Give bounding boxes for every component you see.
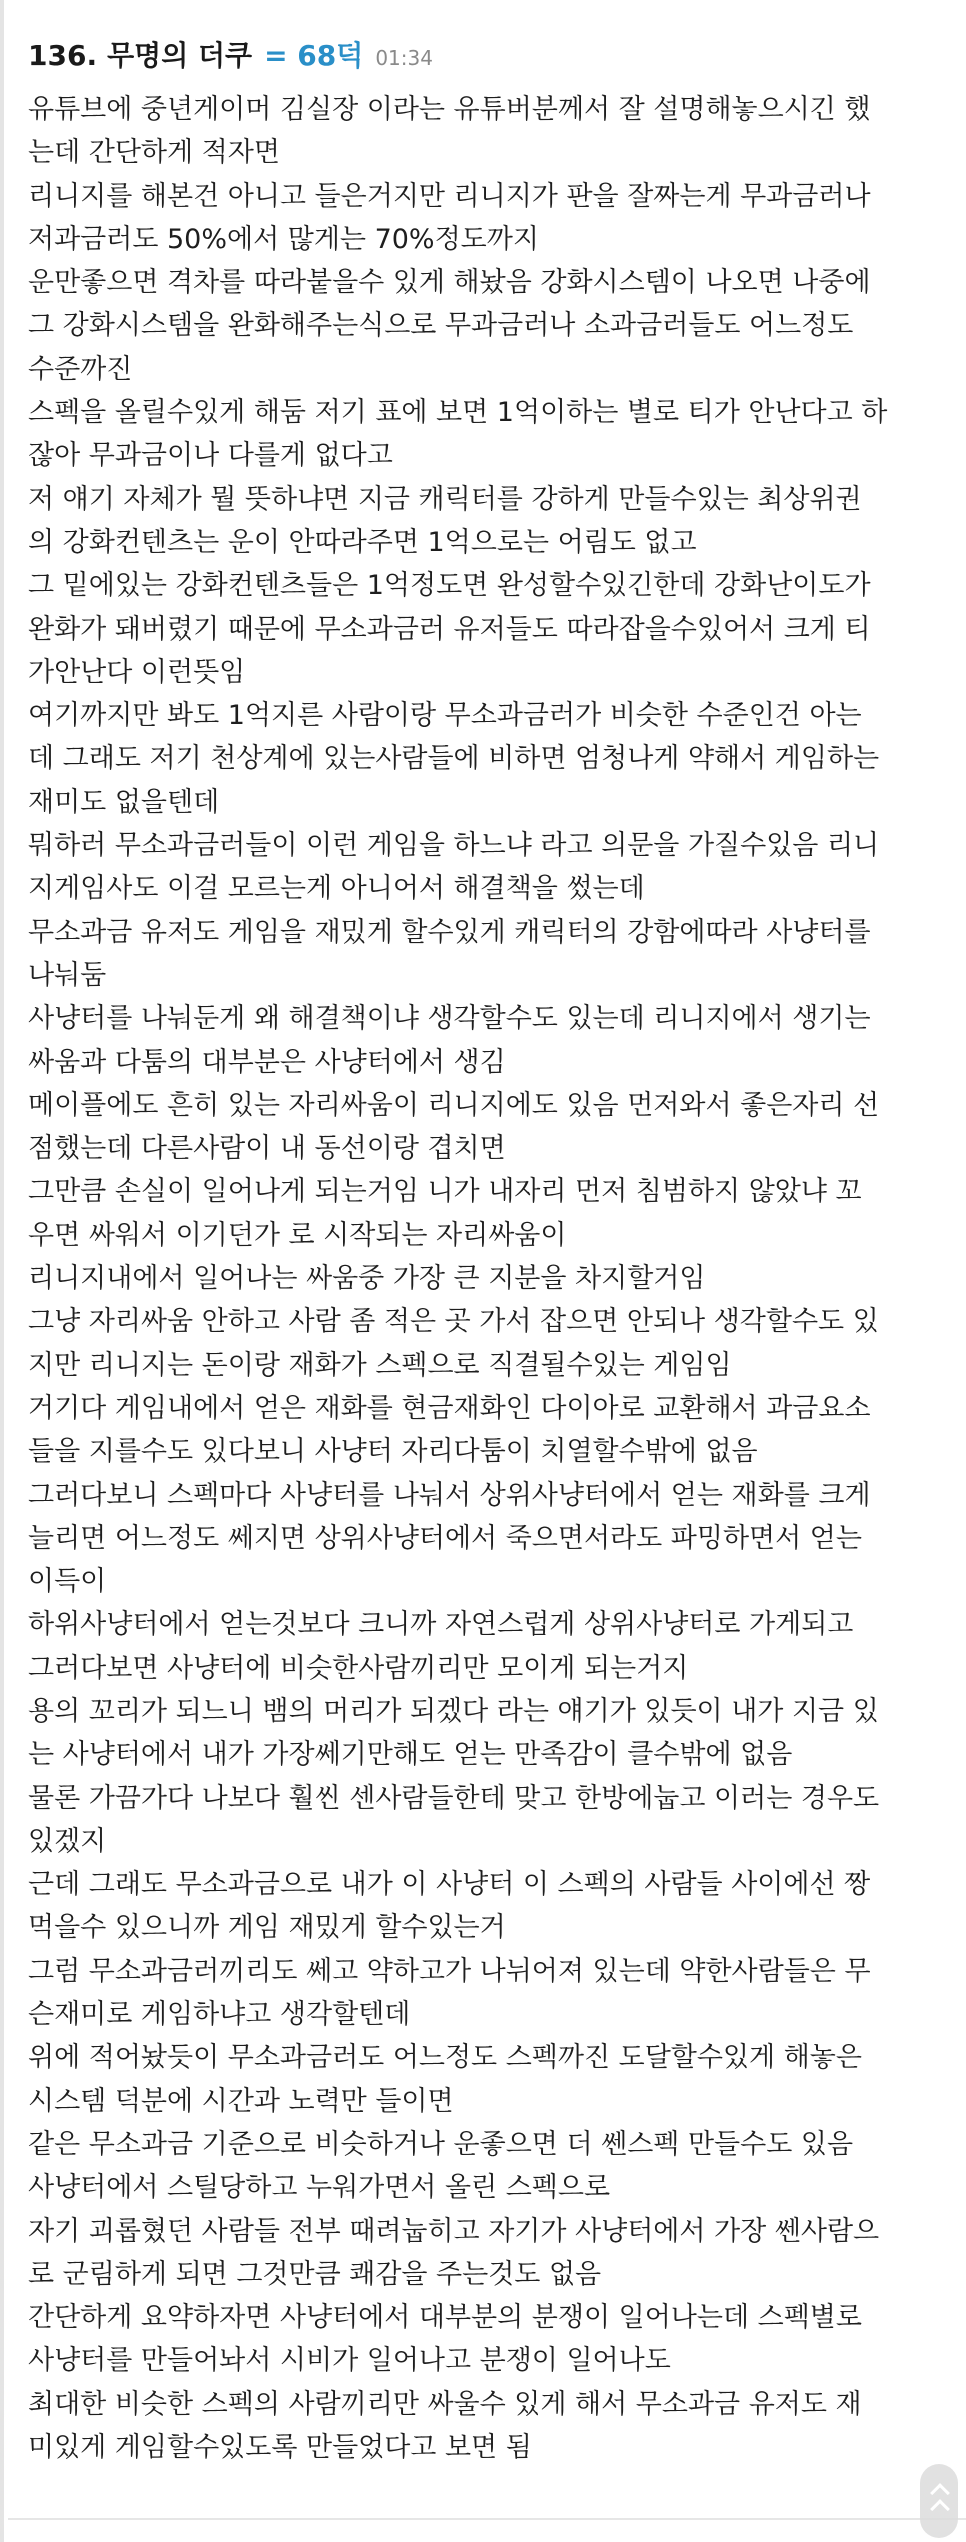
comment-text-line: 수준까진: [28, 353, 133, 385]
comment-text-line: 그만큼 손실이 일어나게 되는거임 니가 내자리 먼저 침범하지 않았냐 꼬: [28, 1176, 862, 1208]
comment-text-line: 저 얘기 자체가 뭘 뜻하냐면 지금 캐릭터를 강하게 만들수있는 최상위권: [28, 483, 862, 515]
comment-author[interactable]: 무명의 더쿠: [107, 39, 253, 72]
comment-text-line: 그럼 무소과금러끼리도 쎄고 약하고가 나뉘어져 있는데 약한사람들은 무: [28, 1955, 871, 1987]
comment-text-line: 근데 그래도 무소과금으로 내가 이 사냥터 이 스펙의 사람들 사이에선 짱: [28, 1869, 871, 1901]
comment-text-line: 재미도 없을텐데: [28, 786, 220, 818]
comment-text-line: 그러다보면 사냥터에 비슷한사람끼리만 모이게 되는거지: [28, 1652, 689, 1684]
comment-text-line: 로 군림하게 되면 그것만큼 쾌감을 주는것도 없음: [28, 2258, 602, 2290]
comment-text-line: 먹을수 있으니까 게임 재밌게 할수있는거: [28, 1912, 506, 1944]
comment-body: [28, 88, 956, 2469]
comment-text-line: 운만좋으면 격차를 따라붙을수 있게 해놨음 강화시스템이 나오면 나중에: [28, 267, 871, 299]
comment-text-line: 거기다 게임내에서 얻은 재화를 현금재화인 다이아로 교환해서 과금요소: [28, 1392, 871, 1424]
comment-text-line: 그 강화시스템을 완화해주는식으로 무과금러나 소과금러들도 어느정도: [28, 310, 854, 342]
comment-text-line: 그러다보니 스펙마다 사냥터를 나눠서 상위사냥터에서 얻는 재화를 크게: [28, 1479, 871, 1511]
comment-text-line: 우면 싸워서 이기던가 로 시작되는 자리싸움이: [28, 1219, 567, 1251]
divider: [8, 2518, 966, 2520]
comment-score: = 68덕: [264, 39, 364, 72]
comment-text-line: 잖아 무과금이나 다를게 없다고: [28, 440, 393, 472]
comment-text-line: 시스템 덕분에 시간과 노력만 들이면: [28, 2085, 454, 2117]
scroll-to-top-button[interactable]: [920, 2464, 958, 2538]
comment-text-line: 사냥터를 나눠둔게 왜 해결책이냐 생각할수도 있는데 리니지에서 생기는: [28, 1003, 871, 1035]
comment-text-line: 스펙을 올릴수있게 해둠 저기 표에 보면 1억이하는 별로 티가 안난다고 하: [28, 397, 888, 429]
comment-text-line: 유튜브에 중년게이머 김실장 이라는 유튜버분께서 잘 설명해놓으시긴 했: [28, 94, 871, 125]
comment-text-line: 물론 가끔가다 나보다 훨씬 센사람들한테 맞고 한방에눕고 이러는 경우도: [28, 1782, 880, 1814]
comment-text-line: 슨재미로 게임하냐고 생각할텐데: [28, 1999, 411, 2031]
comment-text-line: 있겠지: [28, 1825, 107, 1857]
comment-text-line: 위에 적어놨듯이 무소과금러도 어느정도 스펙까진 도달할수있게 해놓은: [28, 2042, 862, 2074]
comment-text-line: 저과금러도 50%에서 많게는 70%정도까지: [28, 223, 539, 255]
comment-text-line: 는데 간단하게 적자면: [28, 137, 280, 169]
comment-text-line: 최대한 비슷한 스펙의 사람끼리만 싸울수 있게 해서 무소과금 유저도 재: [28, 2388, 862, 2420]
comment-text-line: 여기까지만 봐도 1억지른 사람이랑 무소과금러가 비슷한 수준인건 아는: [28, 700, 862, 732]
comment-text-line: 같은 무소과금 기준으로 비슷하거나 운좋으면 더 쎈스펙 만들수도 있음: [28, 2128, 854, 2160]
comment-text-line: 그냥 자리싸움 안하고 사람 좀 적은 곳 가서 잡으면 안되나 생각할수도 있: [28, 1306, 879, 1338]
chevron-up-icon: [930, 2499, 950, 2519]
comment-text-line: 미있게 게임할수있도록 만들었다고 보면 됨: [28, 2432, 532, 2464]
comment-text-line: 리니지내에서 일어나는 싸움중 가장 큰 지분을 차지할거임: [28, 1263, 706, 1295]
comment-text-line: 이득이: [28, 1566, 107, 1598]
comment-text-line: 하위사냥터에서 얻는것보다 크니까 자연스럽게 상위사냥터로 가게되고: [28, 1609, 854, 1641]
comment-text-line: 는 사냥터에서 내가 가장쎄기만해도 얻는 만족감이 클수밖에 없음: [28, 1739, 793, 1771]
comment-text-line: 뭐하러 무소과금러들이 이런 게임을 하느냐 라고 의문을 가질수있음 리니: [28, 830, 880, 862]
comment-text-line: 용의 꼬리가 되느니 뱀의 머리가 되겠다 라는 얘기가 있듯이 내가 지금 있: [28, 1695, 879, 1727]
comment-text-line: 사냥터를 만들어놔서 시비가 일어나고 분쟁이 일어나도: [28, 2345, 671, 2377]
comment-text-line: 점했는데 다른사람이 내 동선이랑 겹치면: [28, 1133, 506, 1165]
comment-timestamp: 01:34: [375, 46, 433, 70]
comment-text-line: 들을 지를수도 있다보니 사냥터 자리다툼이 치열할수밖에 없음: [28, 1436, 758, 1468]
comment-text-line: 싸움과 다툼의 대부분은 사냥터에서 생김: [28, 1046, 506, 1078]
comment-text-line: 지게임사도 이걸 모르는게 아니어서 해결책을 썼는데: [28, 873, 645, 905]
comment-text-line: 가안난다 이런뜻임: [28, 656, 246, 688]
comment-text-line: 완화가 돼버렸기 때문에 무소과금러 유저들도 따라잡을수있어서 크게 티: [28, 613, 871, 645]
comment-header: [28, 34, 433, 78]
comment-text-line: 간단하게 요약하자면 사냥터에서 대부분의 분쟁이 일어나는데 스펙별로: [28, 2302, 862, 2334]
comment-text-line: 메이플에도 흔히 있는 자리싸움이 리니지에도 있음 먼저와서 좋은자리 선: [28, 1089, 880, 1121]
comment-text-line: 지만 리니지는 돈이랑 재화가 스펙으로 직결될수있는 게임임: [28, 1349, 732, 1381]
comment-text-line: 자기 괴롭혔던 사람들 전부 때려눕히고 자기가 사냥터에서 가장 쎈사람으: [28, 2215, 880, 2247]
comment-text-line: 사냥터에서 스틸당하고 누워가면서 올린 스펙으로: [28, 2172, 611, 2204]
comment-index: 136.: [28, 39, 98, 72]
comment-text-line: 데 그래도 저기 천상계에 있는사람들에 비하면 엄청나게 약해서 게임하는: [28, 743, 880, 775]
comment-text-line: 리니지를 해본건 아니고 들은거지만 리니지가 판을 잘짜는게 무과금러나: [28, 180, 871, 212]
comment-text-line: 나눠둠: [28, 959, 107, 991]
comment-text-line: 무소과금 유저도 게임을 재밌게 할수있게 캐릭터의 강함에따라 사냥터를: [28, 916, 871, 948]
comment-text-line: 그 밑에있는 강화컨텐츠들은 1억정도면 완성할수있긴한데 강화난이도가: [28, 570, 871, 602]
comment-text-line: 의 강화컨텐츠는 운이 안따라주면 1억으로는 어림도 없고: [28, 526, 697, 558]
comment-text-line: 늘리면 어느정도 쎄지면 상위사냥터에서 죽으면서라도 파밍하면서 얻는: [28, 1522, 862, 1554]
